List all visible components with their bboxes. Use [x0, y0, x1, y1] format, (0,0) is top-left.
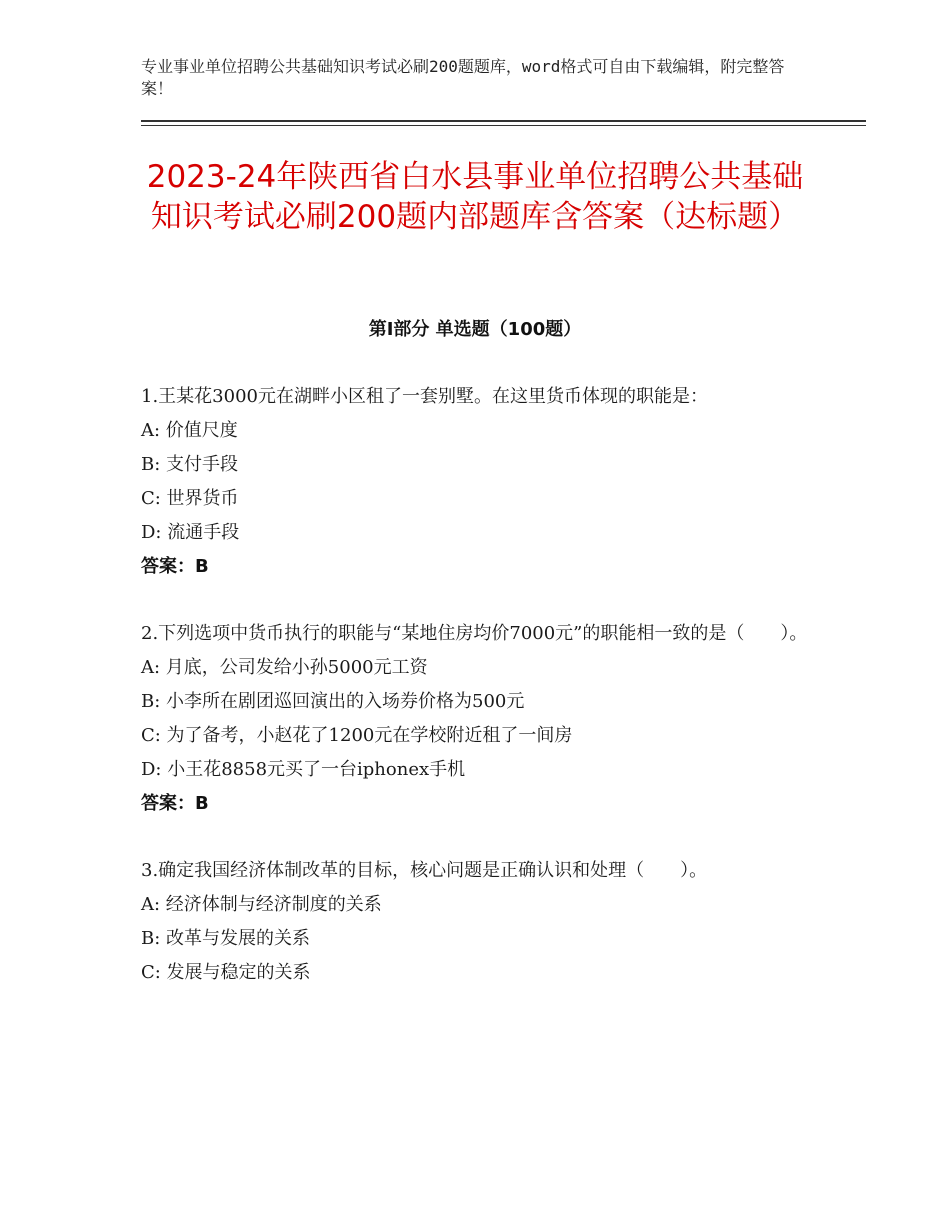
- question-text: 1.王某花3000元在湖畔小区租了一套别墅。在这里货币体现的职能是：: [141, 386, 708, 407]
- option-d: D: 流通手段: [141, 522, 240, 543]
- section-title: 第Ⅰ部分 单选题（100题）: [368, 319, 582, 340]
- question-2: [141, 617, 809, 821]
- answer: 答案：B: [141, 556, 209, 577]
- document-title: 2023-24年陕西省白水县事业单位招聘公共基础知识考试必刷200题内部题库含答案（达标题）: [146, 159, 804, 235]
- option-a: A: 价值尺度: [141, 420, 238, 441]
- question-1: [141, 380, 809, 584]
- question-text: 3.确定我国经济体制改革的目标，核心问题是正确认识和处理（ ）。: [141, 860, 708, 881]
- option-b: B: 改革与发展的关系: [141, 928, 311, 949]
- option-c: C: 发展与稳定的关系: [141, 962, 311, 983]
- question-text: 2.下列选项中货币执行的职能与“某地住房均价7000元”的职能相一致的是（ ）。: [141, 623, 808, 644]
- option-c: C: 为了备考，小赵花了1200元在学校附近租了一间房: [141, 725, 573, 746]
- option-a: A: 经济体制与经济制度的关系: [141, 894, 382, 915]
- header-divider-thin: [141, 125, 866, 126]
- question-list: [141, 380, 809, 1023]
- option-b: B: 小李所在剧团巡回演出的入场券价格为500元: [141, 691, 525, 712]
- answer: 答案：B: [141, 793, 209, 814]
- header-divider-thick: [141, 120, 866, 122]
- option-a: A: 月底，公司发给小孙5000元工资: [141, 657, 428, 678]
- option-d: D: 小王花8858元买了一台iphonex手机: [141, 759, 466, 780]
- option-c: C: 世界货币: [141, 488, 239, 509]
- question-3: [141, 854, 809, 990]
- header-note: 专业事业单位招聘公共基础知识考试必刷200题题库，word格式可自由下载编辑，附完整答案！: [141, 57, 785, 98]
- option-b: B: 支付手段: [141, 454, 239, 475]
